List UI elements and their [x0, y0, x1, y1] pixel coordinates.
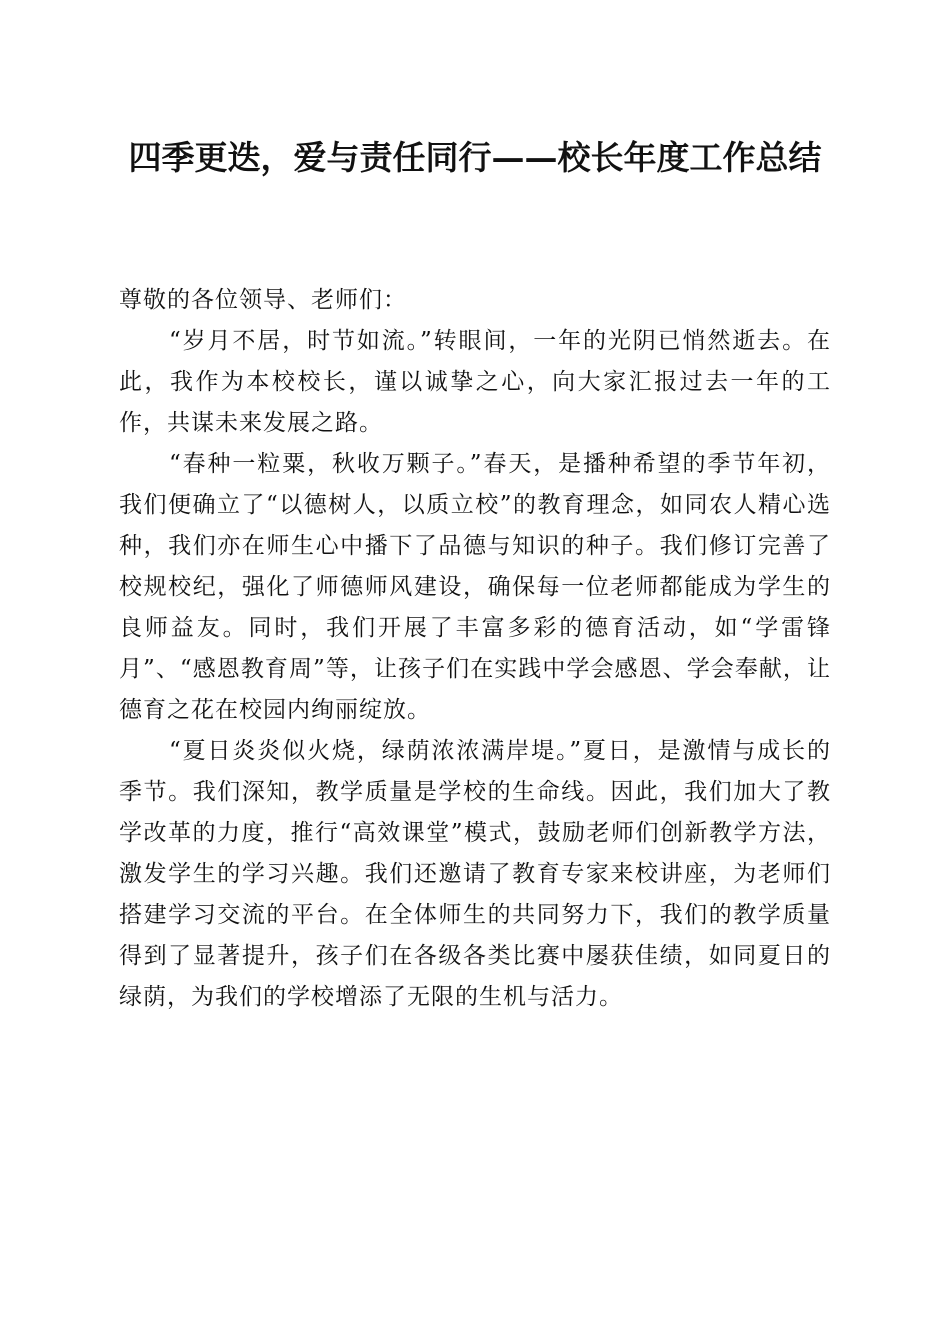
- paragraph-intro: “岁月不居，时节如流。”转眼间，一年的光阴已悄然逝去。在此，我作为本校校长，谨以诚挚之心，向大家汇报过去一年的工作，共谋未来发展之路。: [119, 328, 831, 436]
- document-body: [119, 280, 831, 1018]
- paragraph-summer: “夏日炎炎似火烧，绿荫浓浓满岸堤。”夏日，是激情与成长的季节。我们深知，教学质量是学校的生命线。因此，我们加大了教学改革的力度，推行“高效课堂”模式，鼓励老师们创新教学方法，激发学生的学习兴趣。我们还邀请了教育专家来校讲座，为老师们搭建学习交流的平台。在全体师生的共同努力下，我们的教学质量得到了显著提升，孩子们在各级各类比赛中屡获佳绩，如同夏日的绿荫，为我们的学校增添了无限的生机与活力。: [119, 738, 831, 1010]
- salutation: 尊敬的各位领导、老师们：: [119, 287, 407, 313]
- paragraph-spring: “春种一粒粟，秋收万颗子。”春天，是播种希望的季节年初，我们便确立了“以德树人，以质立校”的教育理念，如同农人精心选种，我们亦在师生心中播下了品德与知识的种子。我们修订完善了校规校纪，强化了师德师风建设，确保每一位老师都能成为学生的良师益友。同时，我们开展了丰富多彩的德育活动，如“学雷锋月”、“感恩教育周”等，让孩子们在实践中学会感恩、学会奉献，让德育之花在校园内绚丽绽放。: [119, 451, 831, 723]
- document-title: 四季更迭，爱与责任同行——校长年度工作总结: [128, 138, 822, 177]
